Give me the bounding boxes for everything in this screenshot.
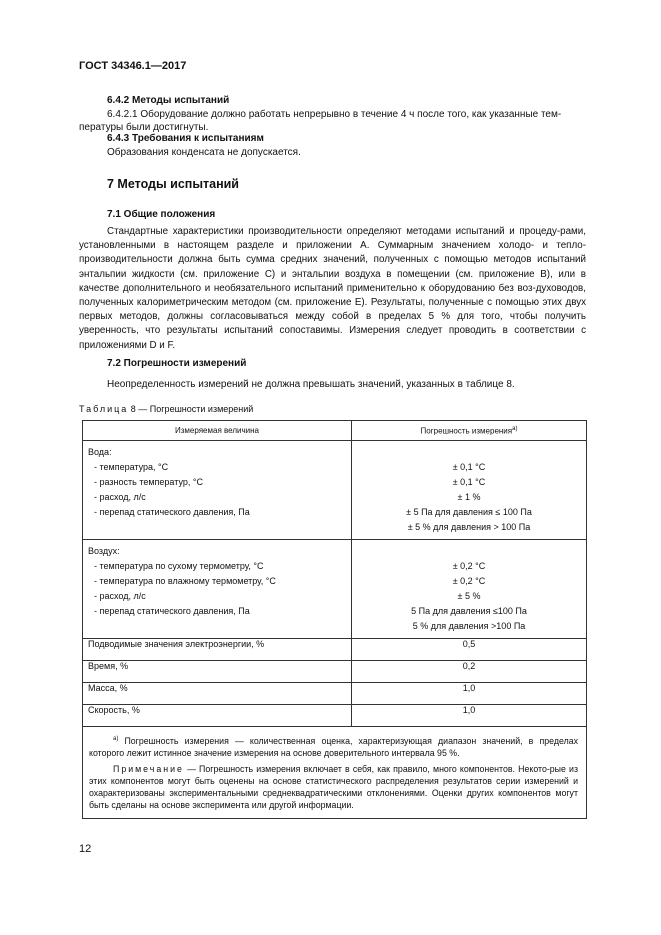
air-value: ± 5 % (457, 591, 481, 601)
air-item: - температура по сухому термометру, °С (94, 561, 264, 571)
table-footnotes-row (83, 727, 587, 819)
section-7-2-title: 7.2 Погрешности измерений (107, 358, 247, 369)
table-note (89, 763, 578, 812)
water-group-labels (83, 441, 352, 540)
water-item: - перепад статического давления, Па (94, 507, 250, 517)
section-6-4-3-title: 6.4.3 Требования к испытаниям (107, 133, 264, 144)
table-row-air (83, 540, 587, 639)
section-6-4-3-text: Образования конденсата не допускается. (107, 147, 301, 158)
section-7-title: 7 Методы испытаний (107, 177, 239, 191)
air-value: 5 % для давления >100 Па (412, 621, 526, 631)
table-8 (82, 420, 587, 819)
footnote-a (89, 733, 578, 760)
row-label: Подводимые значения электроэнергии, % (83, 639, 352, 661)
table-8-caption-rest: 8 — Погрешности измерений (128, 404, 254, 414)
note-label: Примечание (113, 763, 184, 774)
footnote-mark: а) (113, 736, 119, 742)
section-6-4-2-1-line1: 6.4.2.1 Оборудование должно работать непрерывно в течение 4 ч после того, как указанные тем- (107, 109, 562, 120)
row-label: Масса, % (83, 683, 352, 705)
section-7-1-text: Стандартные характеристики производительности определяют методами испытаний и процеду-рами, установленными в настоящем разделе и приложении А. Суммарным значением холодо- и тепло-производительности должна быть сумма средних значений, полученных с помощью методов испытаний энтальпии жидкости (см. приложение С) и энтальпии воздуха в помещении (см. приложение В), или в качестве дополнительного и необязательного испытаний применительно к оборудованию без воз-духоводов, полученных калориметрическим методом (см. приложение Е). Результаты, полученные с помощью этих двух первых методов, должны согласовываться между собой в пределах 5 % для того, чтобы получить уверенность, что результаты испытаний сопоставимы. Измерения следует проводить в соответствии с приложениями D и F. (79, 226, 586, 351)
water-group-values (352, 441, 587, 540)
row-value: 0,5 (352, 639, 587, 661)
air-heading: Воздух: (88, 546, 120, 556)
water-value: ± 0,1 °С (452, 462, 486, 472)
water-item: - расход, л/с (94, 492, 146, 502)
water-item: - температура, °С (94, 462, 169, 472)
col-error-footnote-mark: а) (512, 425, 518, 432)
air-group-values (352, 540, 587, 639)
table-row-water (83, 441, 587, 540)
air-item: - температура по влажному термометру, °С (94, 576, 276, 586)
row-value: 0,2 (352, 661, 587, 683)
row-value: 1,0 (352, 705, 587, 727)
row-label: Скорость, % (83, 705, 352, 727)
table-row (83, 705, 587, 727)
table-row (83, 661, 587, 683)
note-text: — Погрешность измерения включает в себя, как правило, много компонентов. Некото-рые из этих компонентов могут быть оценены на основе статистического распределения результатов серии измерений и охарактеризованы экспериментальными среднеквадратическими отклонениями. Оценки других компонентов могут быть сделаны на основе эксперимента или другой информации. (89, 763, 578, 811)
water-heading: Вода: (88, 447, 112, 457)
water-item: - разность температур, °С (94, 477, 203, 487)
air-item: - перепад статического давления, Па (94, 606, 250, 616)
table-8-caption-prefix: Таблица (79, 404, 129, 414)
air-value: ± 0,2 °С (452, 561, 486, 571)
table-header-row (83, 421, 587, 441)
section-6-4-2-1-line2: пературы были достигнуты. (79, 122, 209, 133)
water-value: ± 0,1 °С (452, 477, 486, 487)
water-value: ± 1 % (457, 492, 481, 502)
section-6-4-2-title: 6.4.2 Методы испытаний (107, 95, 230, 106)
col-error-label: Погрешность измерения (420, 426, 513, 436)
table-8-caption (79, 404, 253, 414)
table-row (83, 683, 587, 705)
col-error-header (352, 421, 587, 441)
footnote-text: Погрешность измерения — количественная оценка, характеризующая диапазон значений, в пределах которого лежит истинное значение измерения на основе доверительного интервала 95 %. (89, 735, 578, 759)
section-7-1-title: 7.1 Общие положения (107, 209, 216, 220)
page-number: 12 (79, 843, 92, 855)
table-footnotes (83, 727, 587, 819)
table-row (83, 639, 587, 661)
air-group-labels (83, 540, 352, 639)
row-label: Время, % (83, 661, 352, 683)
air-value: ± 0,2 °С (452, 576, 486, 586)
document-id: ГОСТ 34346.1—2017 (79, 60, 187, 72)
water-value: ± 5 Па для давления ≤ 100 Па (406, 507, 532, 517)
air-value: 5 Па для давления ≤100 Па (411, 606, 527, 616)
section-7-2-text: Неопределенность измерений не должна превышать значений, указанных в таблице 8. (107, 379, 515, 390)
row-value: 1,0 (352, 683, 587, 705)
col-quantity-header: Измеряемая величина (83, 421, 352, 441)
air-item: - расход, л/с (94, 591, 146, 601)
water-value: ± 5 % для давления > 100 Па (407, 522, 531, 532)
